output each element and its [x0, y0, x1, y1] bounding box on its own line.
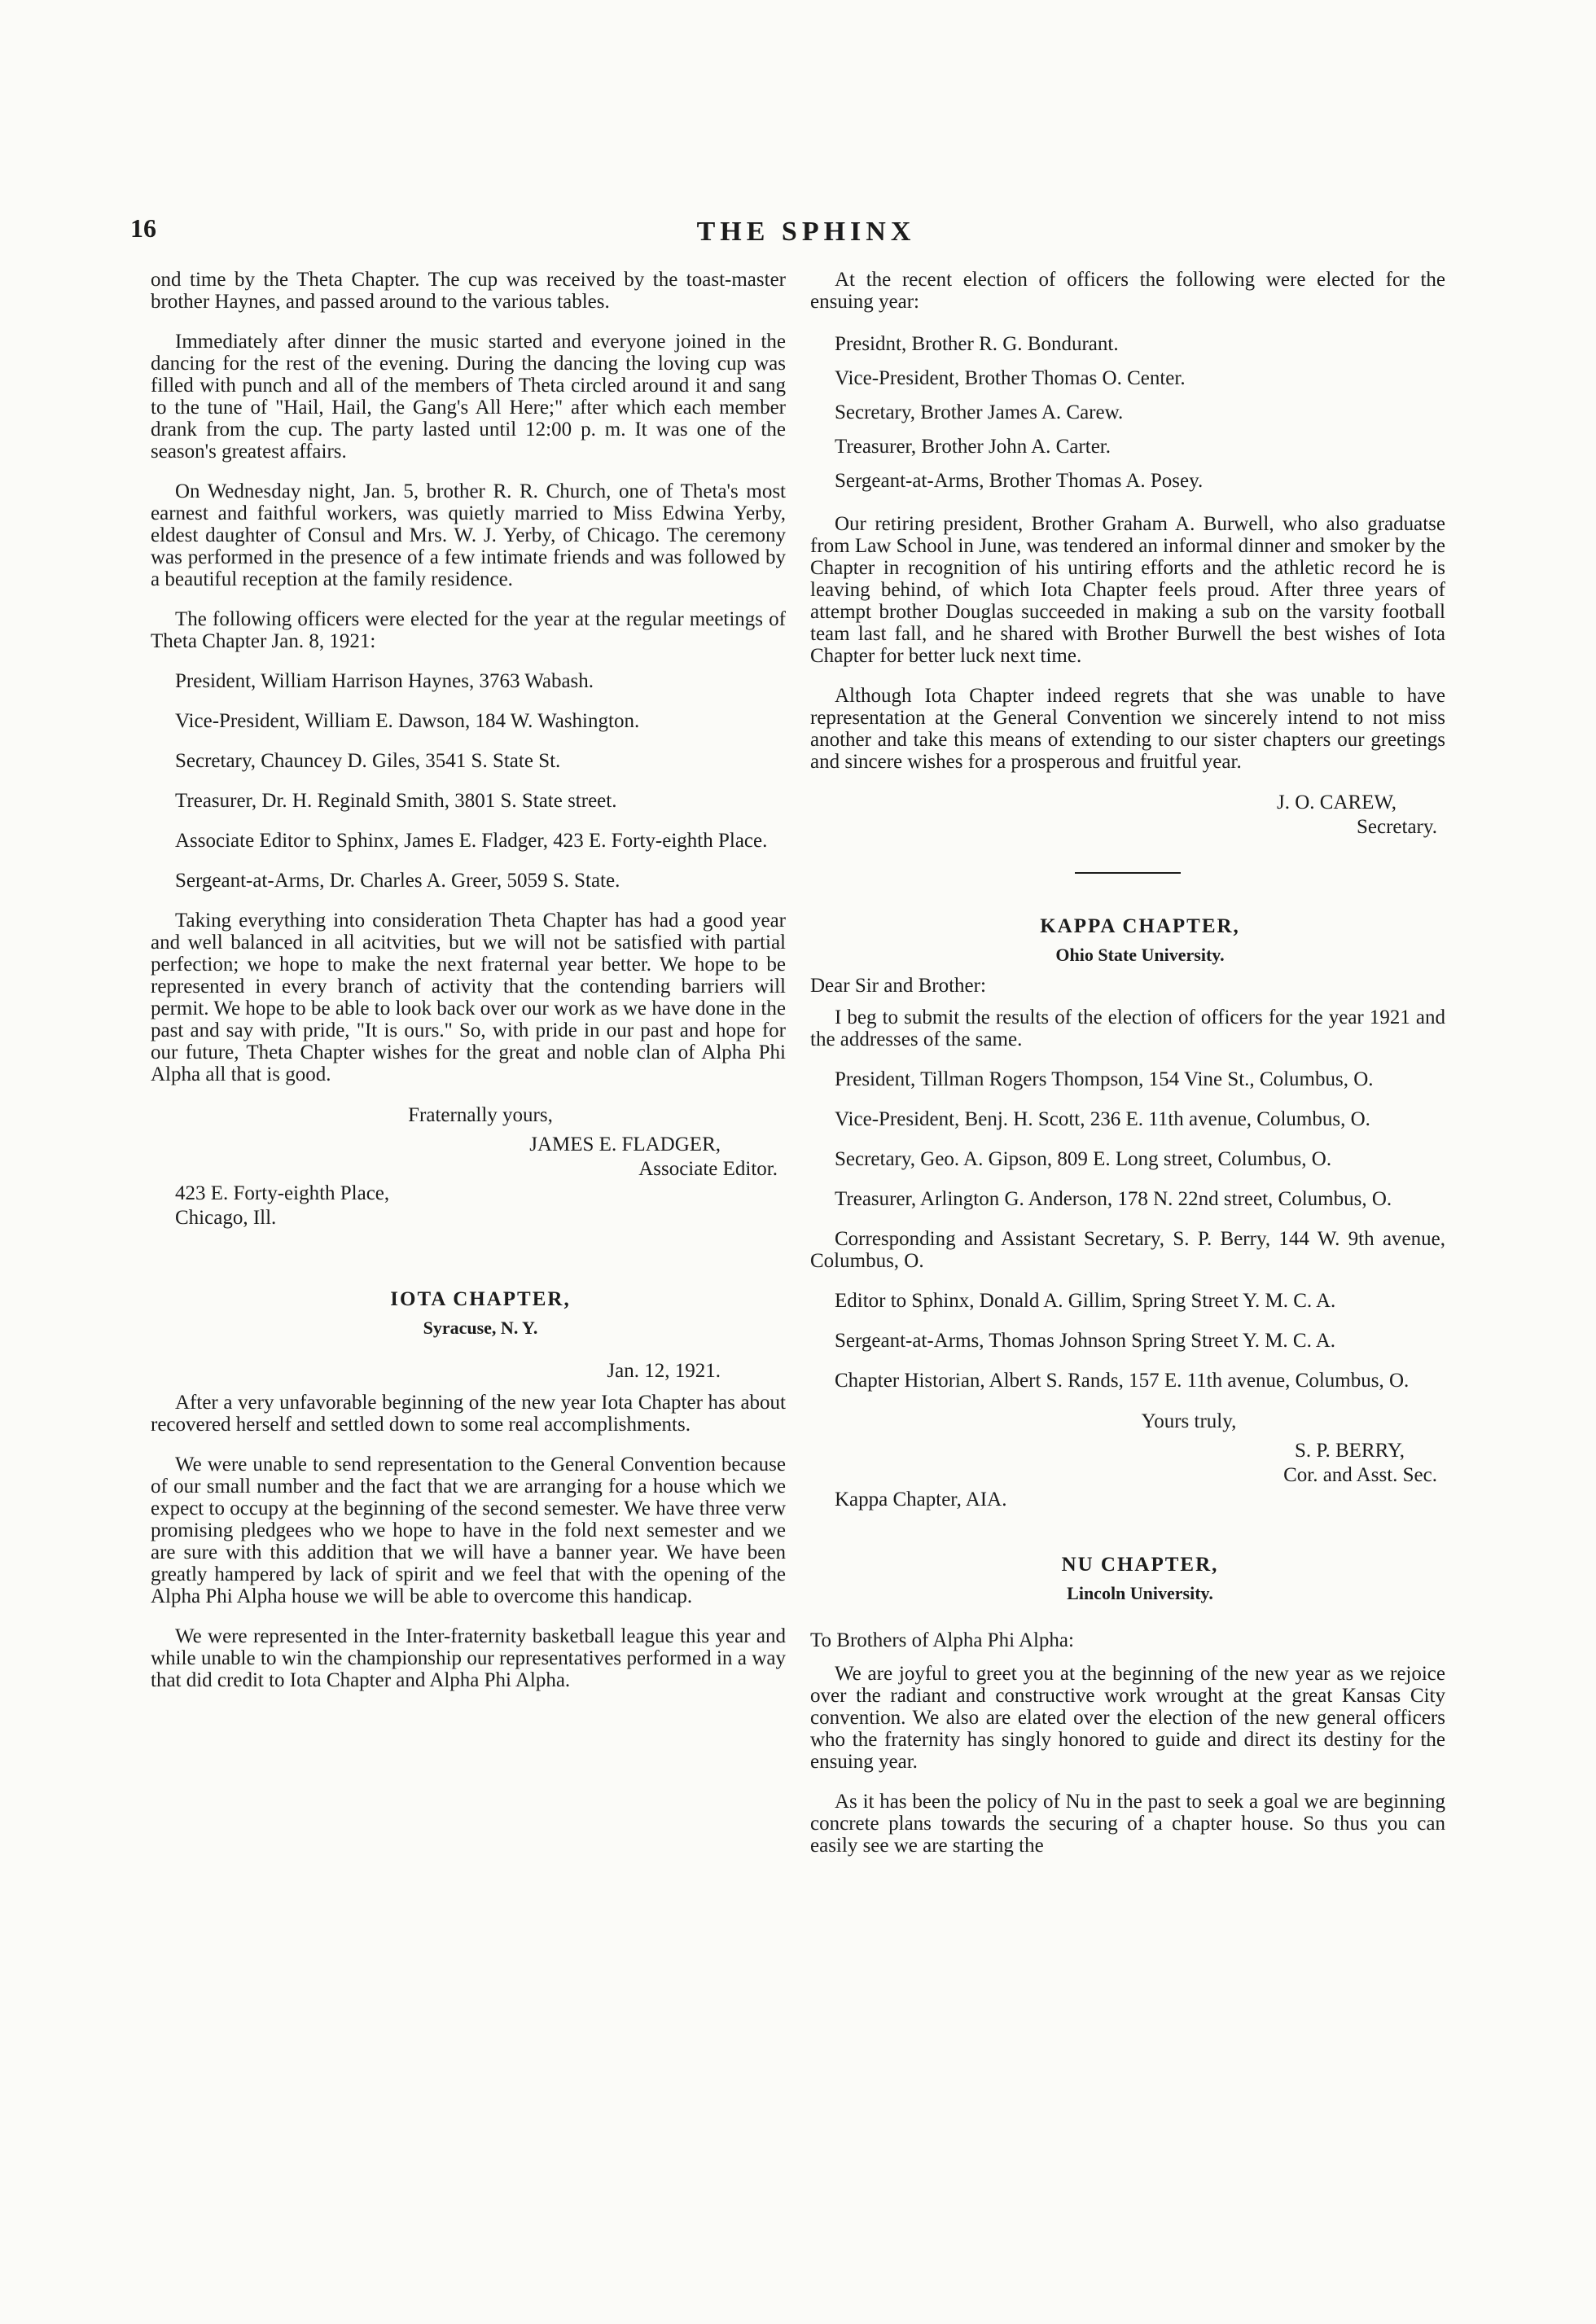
theta-paragraph-2: Immediately after dinner the music started and everyone joined in the dancing for the rest of the evening. During the dancing the loving cup was filled with punch and all of the members of Theta circled around it and sang to the tune of "Hail, Hail, the Gang's All Here;" after which each member drank from the cup. The party lasted until 12:00 p. m. It was one of the season's greatest affairs. — [151, 331, 786, 463]
iota-date: Jan. 12, 1921. — [607, 1360, 721, 1382]
theta-officer-sergeant-at-arms: Sergeant-at-Arms, Dr. Charles A. Greer, 5059 S. State. — [175, 870, 620, 892]
iota-paragraph-1: After a very unfavorable beginning of the new year Iota Chapter has about recovered herself and settled down to some real accomplishments. — [151, 1392, 786, 1436]
iota-officer-president: Presidnt, Brother R. G. Bondurant. — [835, 333, 1119, 355]
theta-address-line-2: Chicago, Ill. — [175, 1207, 277, 1229]
section-divider — [1075, 872, 1181, 874]
kappa-heading: KAPPA CHAPTER, — [1040, 915, 1240, 937]
kappa-paragraph-1: I beg to submit the results of the election of officers for the year 1921 and the addresses of the same. — [810, 1006, 1445, 1050]
iota-officer-sergeant-at-arms: Sergeant-at-Arms, Brother Thomas A. Posey. — [835, 470, 1204, 492]
iota-paragraph-6: Although Iota Chapter indeed regrets that she was unable to have representation at the General Convention we sincerely intend to not miss another and take this means of extending to our sister chapters our greetings and sincere wishes for a prosperous and fruitful year. — [810, 685, 1445, 773]
iota-signature — [810, 791, 1445, 840]
iota-signer: J. O. CAREW, — [1276, 791, 1396, 813]
kappa-officer-sergeant-at-arms: Sergeant-at-Arms, Thomas Johnson Spring Street Y. M. C. A. — [835, 1330, 1336, 1352]
kappa-footer: Kappa Chapter, AIA. — [835, 1489, 1007, 1511]
iota-paragraph-2: We were unable to send representation to the General Convention because of our small number and the fact that we are arranging for a house which we expect to occupy at the beginning of the second semester. We have three verw promising pledgees who we hope to have in the fold next semester and we are sure with this addition that we will have a banner year. We have been greatly hampered by lack of spirit and we feel that with the opening of the Alpha Phi Alpha house we will be able to overcome this handicap. — [151, 1454, 786, 1607]
theta-officer-secretary: Secretary, Chauncey D. Giles, 3541 S. State St. — [175, 750, 561, 772]
left-column — [151, 269, 786, 1709]
kappa-officer-corresponding-secretary: Corresponding and Assistant Secretary, S. P. Berry, 144 W. 9th avenue, Columbus, O. — [810, 1228, 1445, 1272]
theta-officer-treasurer: Treasurer, Dr. H. Reginald Smith, 3801 S. State street. — [175, 790, 617, 812]
kappa-signer: S. P. BERRY, — [1294, 1440, 1405, 1462]
theta-signer: JAMES E. FLADGER, — [529, 1133, 721, 1155]
iota-heading: IOTA CHAPTER, — [390, 1288, 571, 1310]
kappa-officer-editor: Editor to Sphinx, Donald A. Gillim, Spring Street Y. M. C. A. — [835, 1290, 1336, 1312]
theta-officer-vice-president: Vice-President, William E. Dawson, 184 W. Washington. — [175, 710, 640, 732]
nu-paragraph-2: As it has been the policy of Nu in the past to seek a goal we are beginning concrete plans towards the securing of a chapter house. So thus you can easily see we are starting the — [810, 1791, 1445, 1857]
kappa-officer-president: President, Tillman Rogers Thompson, 154 Vine St., Columbus, O. — [835, 1068, 1374, 1090]
iota-officer-treasurer: Treasurer, Brother John A. Carter. — [835, 436, 1111, 458]
theta-paragraph-4: The following officers were elected for the year at the regular meetings of Theta Chapter Jan. 8, 1921: — [151, 608, 786, 652]
theta-paragraph-1: ond time by the Theta Chapter. The cup was received by the toast-master brother Haynes, and passed around to the various tables. — [151, 269, 786, 313]
theta-closing: Fraternally yours, — [408, 1104, 553, 1126]
iota-officer-vice-president: Vice-President, Brother Thomas O. Center. — [835, 367, 1186, 389]
iota-paragraph-3: We were represented in the Inter-fraternity basketball league this year and while unable to win the championship our representatives performed in a way that did credit to Iota Chapter and Alpha Phi Alpha. — [151, 1625, 786, 1691]
theta-address-line-1: 423 E. Forty-eighth Place, — [175, 1182, 390, 1204]
kappa-signature — [810, 1410, 1445, 1512]
running-head: THE SPHINX — [696, 217, 916, 247]
iota-officer-secretary: Secretary, Brother James A. Carew. — [835, 401, 1124, 423]
right-column — [810, 269, 1445, 1875]
kappa-salutation: Dear Sir and Brother: — [810, 975, 986, 997]
theta-officer-associate-editor: Associate Editor to Sphinx, James E. Fladger, 423 E. Forty-eighth Place. — [175, 830, 768, 852]
kappa-signer-title: Cor. and Asst. Sec. — [1283, 1464, 1437, 1486]
nu-paragraph-1: We are joyful to greet you at the beginning of the new year as we rejoice over the radiant and constructive work wrought at the great Kansas City convention. We also are elated over the election of the new general officers who the fraternity has singly honored to guide and direct its destiny for the ensuing year. — [810, 1663, 1445, 1773]
kappa-officer-vice-president: Vice-President, Benj. H. Scott, 236 E. 11th avenue, Columbus, O. — [835, 1108, 1370, 1130]
nu-salutation: To Brothers of Alpha Phi Alpha: — [810, 1629, 1074, 1651]
iota-location: Syracuse, N. Y. — [423, 1318, 538, 1338]
theta-paragraph-5: Taking everything into consideration Theta Chapter has had a good year and well balanced in all acitvities, but we will not be satisfied with partial perfection; we hope to make the next fraternal year better. We hope to be represented in every branch of activity that the contending barriers will permit. We hope to be able to look back over our work as we have done in the past and say with pride, "It is ours." So, with pride in our past and hope for our future, Theta Chapter wishes for the great and noble clan of Alpha Phi Alpha all that is good. — [151, 910, 786, 1085]
theta-paragraph-3: On Wednesday night, Jan. 5, brother R. R. Church, one of Theta's most earnest and faithful workers, was quietly married to Miss Edwina Yerby, eldest daughter of Consul and Mrs. W. J. Yerby, of Chicago. The ceremony was performed in the presence of a few intimate friends and was followed by a beautiful reception at the family residence. — [151, 480, 786, 590]
nu-heading: NU CHAPTER, — [1061, 1554, 1219, 1576]
page-number: 16 — [130, 213, 156, 243]
theta-officer-president: President, William Harrison Haynes, 3763 Wabash. — [175, 670, 594, 692]
theta-signer-title: Associate Editor. — [638, 1158, 778, 1180]
kappa-officer-historian: Chapter Historian, Albert S. Rands, 157 E. 11th avenue, Columbus, O. — [835, 1370, 1410, 1392]
kappa-location: Ohio State University. — [1055, 945, 1225, 965]
kappa-officer-treasurer: Treasurer, Arlington G. Anderson, 178 N. 22nd street, Columbus, O. — [835, 1188, 1392, 1210]
iota-signer-title: Secretary. — [1356, 816, 1437, 838]
iota-paragraph-5: Our retiring president, Brother Graham A. Burwell, who also graduatse from Law School in June, was tendered an informal dinner and smoker by the Chapter in recognition of his untiring efforts and the athletic record he is leaving behind, of which Iota Chapter feels proud. After three years of attempt brother Douglas succeeded in making a sub on the varsity football team last fall, and he shared with Brother Burwell the best wishes of Iota Chapter for better luck next time. — [810, 513, 1445, 667]
kappa-closing: Yours truly, — [1141, 1410, 1237, 1432]
theta-signature — [151, 1103, 786, 1230]
nu-location: Lincoln University. — [1067, 1583, 1213, 1603]
iota-paragraph-4: At the recent election of officers the following were elected for the ensuing year: — [810, 269, 1445, 313]
kappa-officer-secretary: Secretary, Geo. A. Gipson, 809 E. Long street, Columbus, O. — [835, 1148, 1332, 1170]
